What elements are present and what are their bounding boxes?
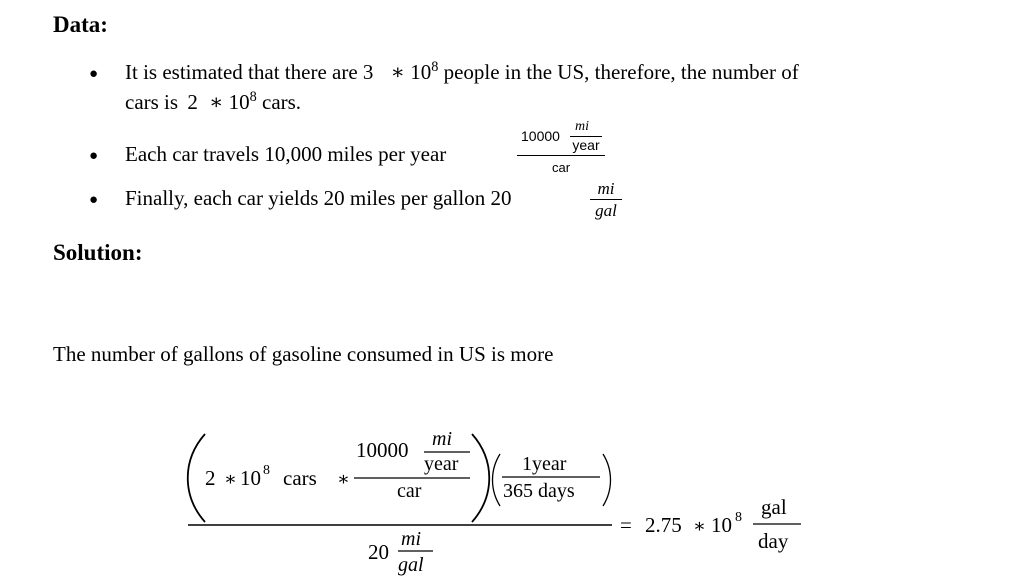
eq-mi: mi xyxy=(432,428,452,450)
solution-heading: Solution: xyxy=(53,240,143,265)
eq-times: ∗ xyxy=(224,469,237,490)
times-sign: ∗ xyxy=(390,60,405,84)
eq-car: car xyxy=(397,480,422,502)
conv-right-paren xyxy=(603,454,611,506)
eq-result-ten: 10 xyxy=(711,513,732,537)
bullet-1-marker: ● xyxy=(89,66,99,82)
cars-coefficient: 2 xyxy=(187,90,198,114)
statement-text: The number of gallons of gasoline consumed in US is more xyxy=(53,342,554,366)
power-exponent: 8 xyxy=(431,59,439,76)
eq-denom-value: 20 xyxy=(368,540,389,564)
fraction-year: year xyxy=(570,136,602,153)
eq-denom-gal: gal xyxy=(398,554,424,576)
eq-conv-den: 365 days xyxy=(503,480,575,502)
bullet-3-text: Finally, each car yields 20 miles per gallon 20 xyxy=(125,186,512,210)
times-sign: ∗ xyxy=(209,90,224,114)
conv-left-paren xyxy=(493,454,501,506)
right-paren xyxy=(472,434,489,522)
fraction-mi: mi xyxy=(575,119,589,134)
data-heading: Data: xyxy=(53,12,108,37)
eq-equals: = xyxy=(620,513,632,537)
eq-result-num: gal xyxy=(761,495,787,519)
miles-per-gallon-fraction xyxy=(590,179,622,222)
eq-result-exp: 8 xyxy=(735,510,742,525)
bullet-3-marker: ● xyxy=(89,192,99,208)
power-base: 10 xyxy=(228,90,250,114)
bullet-1-text-d: cars. xyxy=(262,90,302,114)
fraction-mi: mi xyxy=(590,179,622,200)
eq-exp: 8 xyxy=(263,463,270,478)
eq-coef: 2 xyxy=(205,466,216,490)
gasoline-equation xyxy=(0,420,1010,587)
bullet-1-line-2 xyxy=(125,90,301,115)
eq-year: year xyxy=(424,453,459,475)
miles-per-year-fraction xyxy=(517,119,605,175)
eq-cars: cars xyxy=(283,466,317,490)
eq-conv-num: 1year xyxy=(522,453,567,475)
bullet-1-text-b: people in the US, therefore, the number of xyxy=(443,60,799,84)
bullet-1-line-1 xyxy=(125,60,799,85)
fraction-gal: gal xyxy=(595,201,617,220)
bullet-1-text-a: It is estimated that there are 3 xyxy=(125,60,374,84)
eq-denom-mi: mi xyxy=(401,528,421,550)
eq-times-2: ∗ xyxy=(337,469,350,490)
left-paren xyxy=(188,434,205,522)
eq-result-coef: 2.75 xyxy=(645,513,682,537)
power-base: 10 xyxy=(410,60,432,84)
bullet-1-text-c: cars is xyxy=(125,90,179,114)
eq-ten: 10 xyxy=(240,466,261,490)
fraction-value: 10000 xyxy=(521,128,560,144)
eq-result-times: ∗ xyxy=(693,516,706,537)
power-exponent: 8 xyxy=(249,89,257,106)
bullet-2-text: Each car travels 10,000 miles per year xyxy=(125,142,447,166)
eq-value: 10000 xyxy=(356,438,409,462)
eq-result-den: day xyxy=(758,529,789,553)
bullet-2-marker: ● xyxy=(89,148,99,164)
fraction-car: car xyxy=(551,160,571,175)
